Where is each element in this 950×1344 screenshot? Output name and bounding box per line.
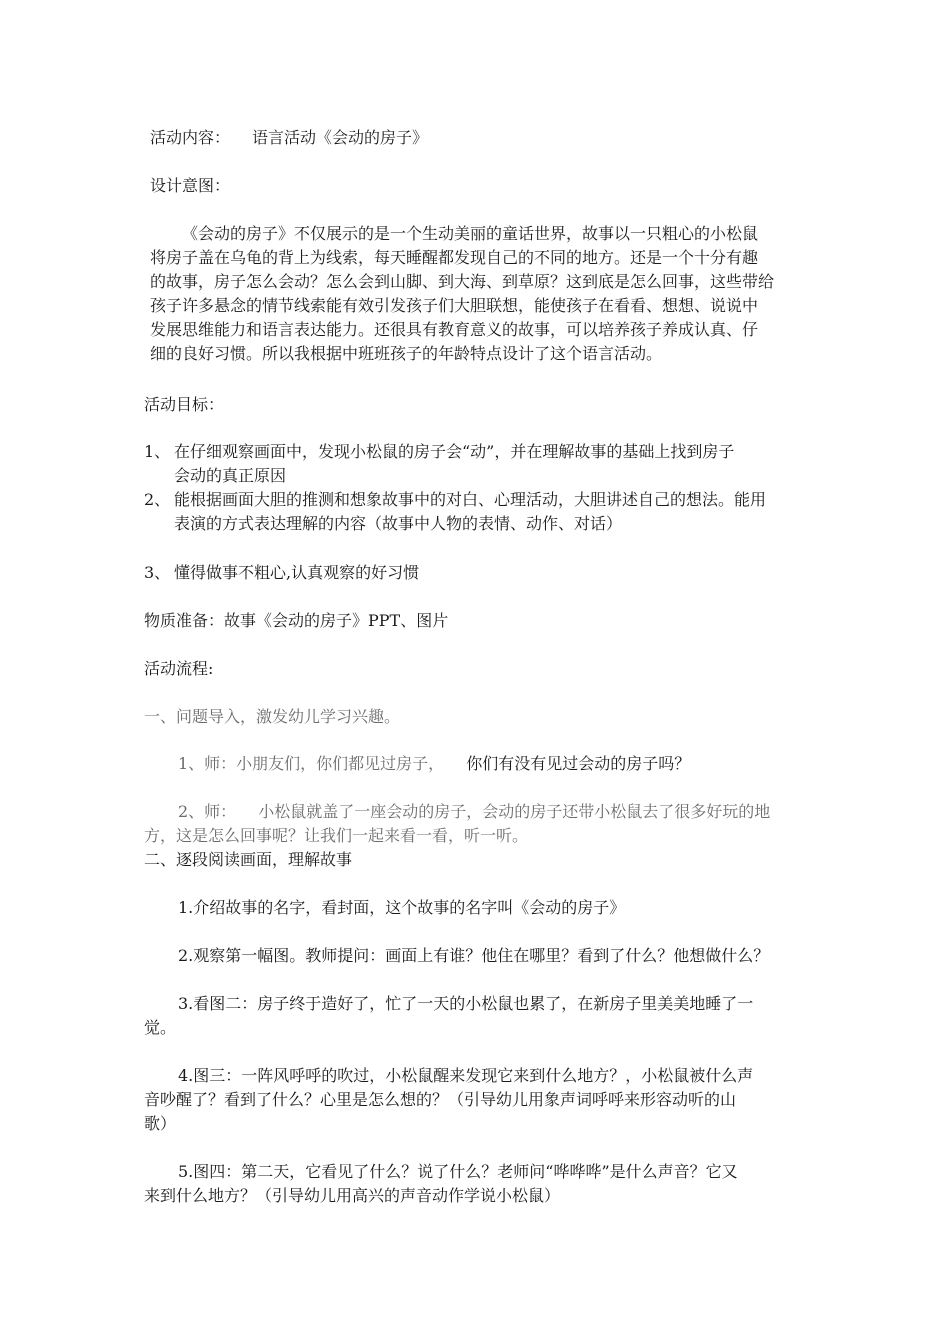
process-question-2 — [178, 800, 770, 824]
question-2-text-c: 方，这是怎么回事呢？让我们一起来看一看，听一听。 — [144, 826, 529, 845]
activity-content-label: 活动内容： — [150, 128, 231, 147]
step-3: 3.看图二：房子终于造好了，忙了一天的小松鼠也累了，在新房子里美美地睡了一 — [178, 994, 754, 1013]
design-intent-line: 《会动的房子》不仅展示的是一个生动美丽的童话世界，故事以一只粗心的小松鼠 — [182, 224, 759, 243]
question-2-text-b: 小松鼠就盖了一座会动的房子，会动的房子还带小松鼠去了很多好玩的地 — [258, 802, 771, 821]
design-intent-line: 的故事，房子怎么会动？怎么会到山脚、到大海、到草原？这到底是怎么回事，这些带给 — [150, 272, 775, 291]
step-4: 4.图三：一阵风呼呼的吹过，小松鼠醒来发现它来到什么地方？，小松鼠被什么声 — [178, 1066, 754, 1085]
design-intent-line: 细的良好习惯。所以我根据中班班孩子的年龄特点设计了这个语言活动。 — [150, 344, 663, 363]
activity-content-line — [150, 126, 428, 150]
question-1-text-a: 1、师：小朋友们，你们都见过房子， — [178, 754, 445, 773]
activity-content-value: 语言活动《会动的房子》 — [252, 128, 429, 147]
goal-item-num: 3、 — [144, 563, 171, 582]
goal-item-text: 表演的方式表达理解的内容（故事中人物的表情、动作、对话） — [174, 514, 623, 533]
step-5: 5.图四：第二天，它看见了什么？说了什么？老师问“哗哗哗”是什么声音？它又 — [178, 1162, 738, 1181]
step-4-cont: 音吵醒了？看到了什么？心里是怎么想的？（引导幼儿用象声词呼呼来形容动听的山 — [144, 1090, 737, 1109]
materials-line: 物质准备：故事《会动的房子》PPT、图片 — [144, 611, 449, 630]
design-intent-line: 孩子许多悬念的情节线索能有效引发孩子们大胆联想，能使孩子在看看、想想、说说中 — [150, 296, 759, 315]
goal-item-num: 1、 — [144, 442, 171, 461]
design-intent-line: 发展思维能力和语言表达能力。还很具有教育意义的故事，可以培养孩子养成认真、仔 — [150, 320, 759, 339]
goal-item-text: 会动的真正原因 — [174, 466, 287, 485]
step-2: 2.观察第一幅图。教师提问：画面上有谁？他住在哪里？看到了什么？他想做什么？ — [178, 946, 770, 965]
goal-item-text: 在仔细观察画面中，发现小松鼠的房子会“动”，并在理解故事的基础上找到房子 — [174, 442, 735, 461]
step-1: 1.介绍故事的名字，看封面，这个故事的名字叫《会动的房子》 — [178, 898, 626, 917]
goal-item-num: 2、 — [144, 490, 171, 509]
goal-item-text: 懂得做事不粗心,认真观察的好习惯 — [174, 563, 420, 582]
design-intent-heading: 设计意图： — [150, 176, 231, 195]
goals-heading: 活动目标： — [144, 395, 225, 414]
question-1-text-b: 你们有没有见过会动的房子吗？ — [466, 754, 691, 773]
process-part1-title: 一、问题导入，激发幼儿学习兴趣。 — [144, 707, 401, 726]
design-intent-line: 将房子盖在乌龟的背上为线索，每天睡醒都发现自己的不同的地方。还是一个十分有趣 — [150, 248, 759, 267]
step-3-cont: 觉。 — [144, 1018, 177, 1037]
process-part2-title: 二、逐段阅读画面，理解故事 — [144, 850, 353, 869]
goal-item-text: 能根据画面大胆的推测和想象故事中的对白、心理活动，大胆讲述自己的想法。能用 — [174, 490, 767, 509]
step-4-cont: 歌） — [144, 1114, 177, 1133]
step-5-cont: 来到什么地方？（引导幼儿用高兴的声音动作学说小松鼠） — [144, 1186, 561, 1205]
question-2-text-a: 2、师： — [178, 802, 237, 821]
process-heading: 活动流程: — [144, 659, 214, 678]
process-question-1 — [178, 752, 690, 776]
